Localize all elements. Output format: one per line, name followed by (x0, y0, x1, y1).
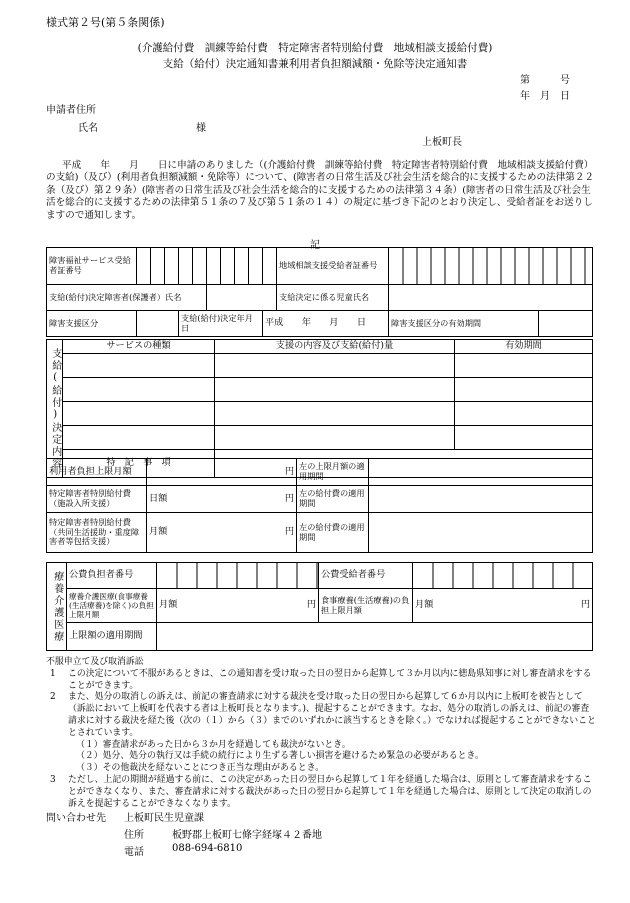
note-item-1 (46, 669, 596, 693)
special-notes-label: 特 記 事 項 (63, 450, 215, 478)
document-number-label: 第 号 (520, 75, 570, 86)
note-sub-3: （３）その他裁決を経ないことにつき正当な理由があるとき。 (76, 763, 324, 774)
service-row-cell[interactable] (215, 378, 455, 402)
contact-label: 問い合わせ先 (46, 813, 106, 824)
form-number: 様式第２号(第５条関係) (46, 16, 165, 29)
disability-class-field[interactable] (137, 311, 179, 337)
note-sub-1: （１）審査請求があった日から３か月を経過しても裁決がないとき。 (76, 739, 351, 750)
facility-yen: 円 (284, 492, 294, 504)
service-row-cell[interactable] (455, 402, 593, 426)
decision-date-value: 平成 年 月 日 (263, 311, 389, 337)
facility-benefit-label: 特定障害者特別給付費（施設入所支援） (47, 486, 147, 513)
class-valid-period-field[interactable] (539, 311, 593, 337)
cap-yen: 円 (147, 459, 297, 486)
monthly-amount-label: 月額 (415, 599, 434, 611)
guardian-name-label: 支給(給付)決定障害者(保護者）氏名 (47, 285, 207, 311)
cap-period-field[interactable] (369, 459, 593, 486)
decision-table (46, 247, 593, 337)
note-text: また、処分の取消しの訴えは、前記の審査請求に対する裁決を受け取った日の翌日から起算して６か月以内に上板町を被告として（訴訟において上板町を代表する者は上板町長となります。)、提起することができます。なお、処分の取消しの訴えは、前記の審査請求に対する裁決を経た後（次の（１）から（３）までのいずれかに該当するときを除く。）でなければ提起することができないこととされています。 (68, 692, 596, 738)
issuer: 上板町長 (422, 137, 462, 148)
recipient-number-boxes[interactable] (413, 563, 593, 589)
contact-address: 板野郡上板町七條字経塚４２番地 (172, 830, 322, 841)
contact-phone-label: 電話 (124, 847, 144, 858)
appeal-notes (46, 657, 596, 810)
guardian-name-field[interactable] (207, 285, 277, 311)
group-home-period-field[interactable] (369, 513, 593, 553)
note-item-2 (46, 692, 596, 739)
decision-content-label: 支給(給付)決定内容 (47, 340, 63, 478)
medical-cap-amount[interactable] (157, 589, 319, 623)
contact-office: 上板町民生児童課 (124, 813, 204, 824)
service-row-cell[interactable] (215, 426, 455, 450)
daily-amount-label: 日額 (149, 492, 168, 504)
note-sub-2: （２）処分、処分の執行又は手続の続行により生ずる著しい損害を避けるため緊急の必要があるとき。 (76, 751, 484, 762)
cert-digit-box[interactable] (137, 248, 151, 285)
cap-label: 利用者負担上限月額 (47, 459, 147, 486)
medical-cap-yen: 円 (306, 599, 316, 611)
title-line2: 支給（給付）決定通知書兼利用者負担額減額・免除等決定通知書 (162, 58, 468, 70)
cert-digit-box[interactable] (151, 248, 165, 285)
ki-label: 記 (310, 240, 320, 251)
group-home-yen: 円 (284, 526, 294, 538)
medical-cap-period-field[interactable] (157, 623, 593, 651)
consult-cert-number-label: 地域相談支援受給者証番号 (277, 248, 389, 285)
cert-digit-box[interactable] (179, 248, 193, 285)
payer-number-boxes[interactable] (157, 563, 319, 589)
service-row-cell[interactable] (63, 426, 215, 450)
disability-class-label: 障害支援区分 (47, 311, 137, 337)
service-row-cell[interactable] (215, 402, 455, 426)
child-name-label: 支給決定に係る児童氏名 (277, 285, 389, 311)
applicant-name-label: 氏名 (78, 123, 98, 134)
cert-digit-box[interactable] (263, 248, 277, 285)
col-support-amount: 支援の内容及び支給(給付)量 (215, 340, 455, 354)
note-text: この決定について不服があるときは、この通知書を受け取った日の翌日から起算して３か月以内に徳島県知事に対し審査請求をすることができます。 (68, 668, 592, 691)
service-row-cell[interactable] (63, 354, 215, 378)
honorific: 様 (196, 123, 206, 134)
service-row-cell[interactable] (455, 426, 593, 450)
meal-cap-label: 食事療養(生活療養)の負担上限月額 (319, 589, 413, 623)
note-text: ただし、上記の期間が経過する前に、この決定があった日の翌日から起算して１年を経過した場合は、原則として審査請求をすることができなくなり、また、審査請求に対する裁決があった日の翌日から起算して１年を経過した場合は、原則として決定の取消しの訴えを提起することができなくなります。 (68, 774, 592, 809)
decision-date-label: 支給(給付)決定年月日 (179, 311, 263, 337)
applicant-address-label: 申請者住所 (46, 105, 96, 116)
service-row-cell[interactable] (215, 354, 455, 378)
group-home-benefit-label: 特定障害者特別給付費（共同生活援助・重度障害者等包括支援） (47, 513, 147, 553)
cert-digit-box[interactable] (193, 248, 207, 285)
medical-cap-period-label: 上限額の適用期間 (67, 623, 157, 651)
note-number: 3 (50, 774, 56, 785)
contact-phone: 088-694-6810 (172, 843, 243, 854)
intro-paragraph: 平成 年 月 日に申請のありました（(介護給付費 訓練等給付費 特定障害者特別給付費 地域相談支援給付費）の支給)（及び）(利用者負担額減額・免除等）について、(障害者の日常生活及び社会生活を総合的に支援するための法律第２２条（及び）第２９条）(障害者の日常生活及び社会生活を総合的に支援するための法律第３４条）(障害者の日常生活及び社会生活を総合的に支援するための法律第５１条の７及び第５１条の１４）の規定に基づき下記のとおり決定し、受給者証をお送りしますので通知します。 (46, 160, 595, 221)
monthly-amount-label: 月額 (159, 599, 178, 611)
consult-cert-digit-boxes[interactable] (389, 248, 593, 285)
document-date-label: 年 月 日 (520, 91, 570, 102)
cert-number-label: 障害福祉サービス受給者証番号 (47, 248, 137, 285)
medical-care-table (46, 562, 593, 651)
title-line1: (介護給付費 訓練等給付費 特定障害者特別給付費 地域相談支援給付費) (137, 42, 493, 54)
col-valid-period: 有効期間 (455, 340, 593, 354)
service-row-cell[interactable] (63, 402, 215, 426)
group-home-amount[interactable] (147, 513, 297, 553)
benefit-cap-table (46, 458, 593, 553)
cert-digit-box[interactable] (235, 248, 249, 285)
service-row-cell[interactable] (455, 354, 593, 378)
notes-heading: 不服申立て及び取消訴訟 (46, 657, 144, 667)
child-name-field[interactable] (389, 285, 593, 311)
recipient-number-label: 公費受給者番号 (319, 563, 413, 589)
facility-period-label: 左の給付費の適用期間 (297, 486, 369, 513)
medical-care-side-label: 療養介護医療 (47, 563, 67, 651)
note-number: 2 (50, 692, 56, 703)
monthly-amount-label: 月額 (149, 526, 168, 538)
medical-cap-label: 療養介護医療(食事療養(生活療養)を除く)の負担上限月額 (67, 589, 157, 623)
cap-period-label: 左の上限月額の適用期間 (297, 459, 369, 486)
service-row-cell[interactable] (455, 378, 593, 402)
cert-digit-box[interactable] (221, 248, 235, 285)
service-row-cell[interactable] (63, 378, 215, 402)
meal-cap-yen: 円 (580, 599, 590, 611)
payer-number-label: 公費負担者番号 (67, 563, 157, 589)
facility-amount[interactable] (147, 486, 297, 513)
class-valid-period-label: 障害支援区分の有効期間 (389, 311, 539, 337)
cert-digit-box[interactable] (249, 248, 263, 285)
facility-period-field[interactable] (369, 486, 593, 513)
cert-digit-box[interactable] (165, 248, 179, 285)
note-number: 1 (50, 668, 56, 679)
contact-address-label: 住所 (124, 830, 144, 841)
cert-digit-box[interactable] (207, 248, 221, 285)
note-item-3 (46, 775, 596, 810)
col-service-type: サービスの種類 (63, 340, 215, 354)
group-home-period-label: 左の給付費の適用期間 (297, 513, 369, 553)
meal-cap-amount[interactable] (413, 589, 593, 623)
